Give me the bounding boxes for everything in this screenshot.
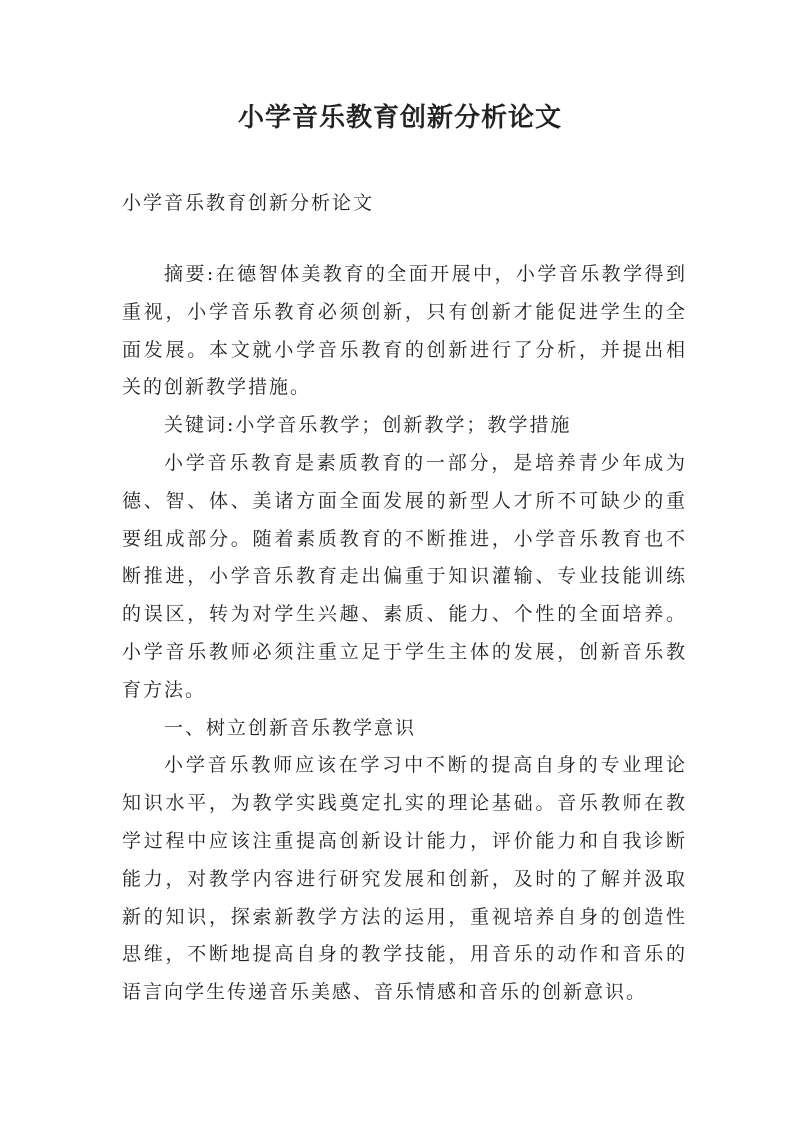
- document-subtitle: 小学音乐教育创新分析论文: [122, 192, 375, 214]
- abstract-paragraph: 摘要:在德智体美教育的全面开展中，小学音乐教学得到重视，小学音乐教育必须创新，只有创新才能促进学生的全面发展。本文就小学音乐教育的创新进行了分析，并提出相关的创新教学措施。: [122, 263, 687, 399]
- section-heading: 一、树立创新音乐教学意识: [164, 716, 417, 739]
- document-body: [122, 256, 687, 1012]
- document-title: 小学音乐教育创新分析论文: [237, 103, 562, 133]
- section-paragraph: 小学音乐教师应该在学习中不断的提高自身的专业理论知识水平，为教学实践奠定扎实的理论基础。音乐教师在教学过程中应该注重提高创新设计能力，评价能力和自我诊断能力，对教学内容进行研究发展和创新，及时的了解并汲取新的知识，探索新教学方法的运用，重视培养自身的创造性思维，不断地提高自身的教学技能，用音乐的动作和音乐的语言向学生传递音乐美感、音乐情感和音乐的创新意识。: [122, 754, 687, 1004]
- keywords-paragraph: 关键词:小学音乐教学；创新教学；教学措施: [164, 414, 572, 437]
- intro-paragraph: 小学音乐教育是素质教育的一部分，是培养青少年成为德、智、体、美诸方面全面发展的新型人才所不可缺少的重要组成部分。随着素质教育的不断推进，小学音乐教育也不断推进，小学音乐教育走出偏重于知识灌输、专业技能训练的误区，转为对学生兴趣、素质、能力、个性的全面培养。小学音乐教师必须注重立足于学生主体的发展，创新音乐教育方法。: [122, 451, 687, 701]
